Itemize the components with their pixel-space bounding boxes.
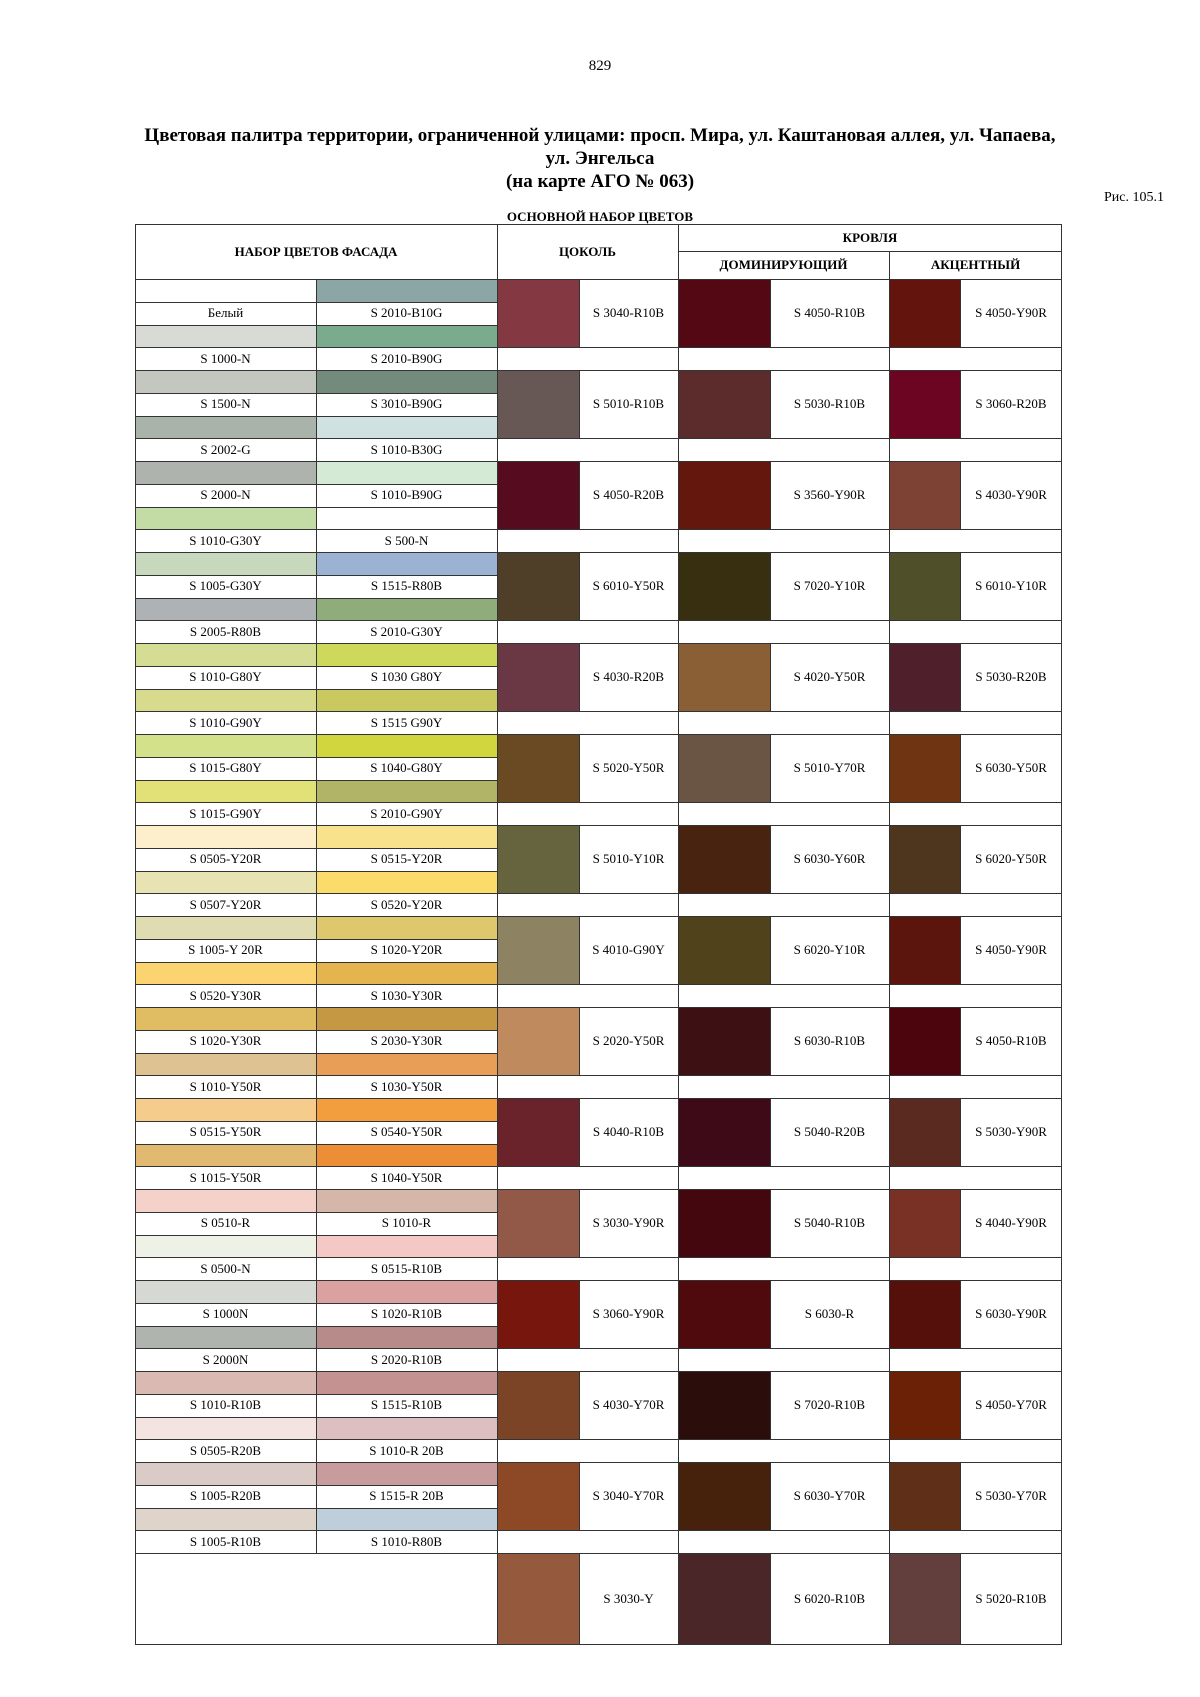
dominant-swatch xyxy=(678,552,770,620)
grid-line xyxy=(960,734,961,802)
plinth-swatch xyxy=(497,552,579,620)
accent-color-label: S 4050-Y70R xyxy=(975,1397,1047,1413)
accent-color-label: S 3060-R20B xyxy=(975,396,1047,412)
grid-line xyxy=(960,1553,961,1644)
accent-color-label: S 4050-R10B xyxy=(975,1033,1047,1049)
grid-line xyxy=(960,1371,961,1439)
accent-swatch xyxy=(889,734,960,802)
facade-swatch xyxy=(316,643,497,666)
dominant-color-label: S 6020-R10B xyxy=(793,1590,866,1606)
facade-swatch xyxy=(135,1326,316,1349)
grid-line xyxy=(579,279,580,347)
grid-line xyxy=(579,1189,580,1257)
plinth-swatch xyxy=(497,825,579,893)
facade-swatch xyxy=(135,507,316,530)
facade-color-label: S 1010-R xyxy=(381,1215,432,1231)
facade-color-label: S 1010-Y50R xyxy=(189,1078,262,1094)
facade-swatch xyxy=(316,552,497,575)
grid-line xyxy=(678,251,1062,252)
facade-swatch xyxy=(316,1189,497,1212)
grid-line xyxy=(497,529,1062,530)
plinth-color-label: S 3040-R10B xyxy=(592,305,665,321)
grid-line xyxy=(579,1553,580,1644)
dominant-swatch xyxy=(678,643,770,711)
grid-line xyxy=(960,1280,961,1348)
facade-color-label: S 1015-G90Y xyxy=(189,805,262,821)
facade-swatch xyxy=(135,461,316,484)
facade-color-label: S 1020-Y20R xyxy=(370,942,443,958)
facade-swatch xyxy=(316,598,497,621)
facade-swatch xyxy=(135,734,316,757)
facade-color-label: S 0500-N xyxy=(200,1260,251,1276)
grid-line xyxy=(579,916,580,984)
accent-color-label: S 5030-Y90R xyxy=(975,1124,1047,1140)
grid-line xyxy=(770,461,771,529)
facade-color-label: S 1015-G80Y xyxy=(189,760,262,776)
plinth-swatch xyxy=(497,1007,579,1075)
grid-line xyxy=(497,438,1062,439)
dominant-swatch xyxy=(678,916,770,984)
plinth-swatch xyxy=(497,1371,579,1439)
dominant-color-label: S 5030-R10B xyxy=(793,396,866,412)
facade-swatch xyxy=(135,325,316,348)
grid-line xyxy=(135,224,136,1644)
grid-line xyxy=(770,1553,771,1644)
accent-swatch xyxy=(889,916,960,984)
grid-line xyxy=(497,1439,1062,1440)
facade-color-label: S 1030-Y50R xyxy=(370,1078,443,1094)
dominant-color-label: S 4050-R10B xyxy=(793,305,866,321)
grid-line xyxy=(497,1007,1062,1008)
plinth-swatch xyxy=(497,1280,579,1348)
grid-line xyxy=(579,643,580,711)
facade-color-label: S 1000N xyxy=(202,1306,249,1322)
accent-swatch xyxy=(889,1553,960,1644)
dominant-swatch xyxy=(678,1007,770,1075)
facade-color-label: S 1030-Y30R xyxy=(370,987,443,1003)
grid-line xyxy=(497,1098,1062,1099)
grid-line xyxy=(770,734,771,802)
facade-swatch xyxy=(316,1144,497,1167)
dominant-color-label: S 6030-Y60R xyxy=(793,851,866,867)
title-line-2: ул. Энгельса xyxy=(545,148,655,169)
accent-swatch xyxy=(889,825,960,893)
facade-color-label: S 0505-R20B xyxy=(189,1442,262,1458)
plinth-color-label: S 4030-R20B xyxy=(592,669,665,685)
facade-color-label: S 0515-Y20R xyxy=(370,851,443,867)
facade-color-label: S 1010-B90G xyxy=(370,487,443,503)
title-line-1: Цветовая палитра территории, ограниченной улицами: просп. Мира, ул. Каштановая аллея, ул. Чапаева, xyxy=(144,125,1056,146)
grid-line xyxy=(960,1007,961,1075)
facade-color-label: S 1040-G80Y xyxy=(370,760,443,776)
facade-swatch xyxy=(316,370,497,393)
facade-swatch xyxy=(316,325,497,348)
dominant-color-label: S 6020-Y10R xyxy=(793,942,866,958)
grid-line xyxy=(135,1553,497,1554)
facade-swatch xyxy=(316,825,497,848)
grid-line xyxy=(960,643,961,711)
grid-line xyxy=(497,461,1062,462)
facade-swatch xyxy=(135,1007,316,1030)
facade-color-label: S 2002-G xyxy=(200,441,251,457)
facade-swatch xyxy=(316,1508,497,1531)
dominant-swatch xyxy=(678,1462,770,1530)
facade-color-label: S 2010-B10G xyxy=(370,305,443,321)
plinth-color-label: S 5020-Y50R xyxy=(592,760,665,776)
dominant-swatch xyxy=(678,461,770,529)
plinth-swatch xyxy=(497,643,579,711)
accent-color-label: S 4030-Y90R xyxy=(975,487,1047,503)
grid-line xyxy=(497,1257,1062,1258)
accent-swatch xyxy=(889,1007,960,1075)
grid-line xyxy=(579,1280,580,1348)
facade-swatch xyxy=(316,1053,497,1076)
grid-line xyxy=(770,1007,771,1075)
facade-color-label: S 3010-B90G xyxy=(370,396,443,412)
plinth-color-label: S 4040-R10B xyxy=(592,1124,665,1140)
facade-swatch xyxy=(316,1417,497,1440)
facade-color-label: S 0540-Y50R xyxy=(370,1124,443,1140)
facade-color-label: S 2020-R10B xyxy=(370,1351,443,1367)
plinth-color-label: S 3030-Y xyxy=(603,1590,654,1606)
facade-color-label: S 1020-R10B xyxy=(370,1306,443,1322)
dominant-color-label: S 5040-R20B xyxy=(793,1124,866,1140)
grid-line xyxy=(1061,224,1062,1645)
facade-swatch xyxy=(135,552,316,575)
grid-line xyxy=(497,1348,1062,1349)
grid-line xyxy=(497,643,1062,644)
accent-color-label: S 6030-Y50R xyxy=(975,760,1047,776)
page-number: 829 xyxy=(588,58,612,74)
dominant-swatch xyxy=(678,1189,770,1257)
facade-swatch xyxy=(135,1462,316,1485)
grid-line xyxy=(960,461,961,529)
facade-swatch xyxy=(316,916,497,939)
facade-swatch xyxy=(316,461,497,484)
grid-line xyxy=(579,370,580,438)
facade-swatch xyxy=(316,507,497,530)
grid-line xyxy=(497,1553,1062,1554)
accent-color-label: S 4050-Y90R xyxy=(975,942,1047,958)
accent-swatch xyxy=(889,1098,960,1166)
facade-swatch xyxy=(135,1053,316,1076)
plinth-swatch xyxy=(497,370,579,438)
dominant-color-label: S 5040-R10B xyxy=(793,1215,866,1231)
facade-color-label: S 1010-B30G xyxy=(370,441,443,457)
grid-line xyxy=(579,461,580,529)
grid-line xyxy=(579,825,580,893)
facade-swatch xyxy=(135,598,316,621)
accent-color-label: S 6020-Y50R xyxy=(975,851,1047,867)
plinth-color-label: S 4010-G90Y xyxy=(592,942,665,958)
dominant-color-label: S 5010-Y70R xyxy=(793,760,866,776)
facade-color-label: S 0505-Y20R xyxy=(189,851,262,867)
facade-color-label: S 2005-R80B xyxy=(189,623,262,639)
facade-color-label: S 1515-R80B xyxy=(370,578,443,594)
accent-swatch xyxy=(889,1189,960,1257)
facade-swatch xyxy=(135,1280,316,1303)
grid-line xyxy=(770,279,771,347)
facade-color-label: S 1515-R10B xyxy=(370,1397,443,1413)
facade-color-label: S 0515-R10B xyxy=(370,1260,443,1276)
grid-line xyxy=(497,279,1062,280)
facade-color-label: S 1010-G80Y xyxy=(189,669,262,685)
facade-swatch xyxy=(316,689,497,712)
facade-color-label: S 1005-R10B xyxy=(189,1533,262,1549)
accent-swatch xyxy=(889,1371,960,1439)
grid-line xyxy=(770,1098,771,1166)
grid-line xyxy=(960,370,961,438)
facade-color-label: S 1010-R80B xyxy=(370,1533,443,1549)
grid-line xyxy=(960,916,961,984)
facade-color-label: S 1010-G90Y xyxy=(189,714,262,730)
grid-line xyxy=(678,224,679,1644)
grid-line xyxy=(770,1189,771,1257)
set-caption: ОСНОВНОЙ НАБОР ЦВЕТОВ xyxy=(506,209,694,224)
facade-color-label: S 1010-G30Y xyxy=(189,532,262,548)
facade-swatch xyxy=(316,1280,497,1303)
grid-line xyxy=(960,1098,961,1166)
dominant-color-label: S 4020-Y50R xyxy=(793,669,866,685)
plinth-swatch xyxy=(497,734,579,802)
facade-swatch xyxy=(135,1144,316,1167)
plinth-color-label: S 4050-R20B xyxy=(592,487,665,503)
dominant-swatch xyxy=(678,1098,770,1166)
grid-line xyxy=(497,370,1062,371)
grid-line xyxy=(497,1530,1062,1531)
grid-line xyxy=(497,620,1062,621)
dominant-color-label: S 3560-Y90R xyxy=(793,487,866,503)
facade-swatch xyxy=(135,825,316,848)
facade-swatch xyxy=(316,1371,497,1394)
facade-swatch xyxy=(135,1371,316,1394)
accent-color-label: S 6030-Y90R xyxy=(975,1306,1047,1322)
page-title xyxy=(100,124,1100,193)
accent-swatch xyxy=(889,1280,960,1348)
facade-color-label: S 2000N xyxy=(202,1351,249,1367)
grid-line xyxy=(497,1075,1062,1076)
grid-line xyxy=(497,825,1062,826)
grid-line xyxy=(579,1371,580,1439)
facade-color-label: S 1005-R20B xyxy=(189,1488,262,1504)
grid-line xyxy=(497,1166,1062,1167)
dominant-swatch xyxy=(678,279,770,347)
facade-swatch xyxy=(135,1098,316,1121)
facade-swatch xyxy=(316,1098,497,1121)
facade-swatch xyxy=(135,370,316,393)
facade-color-label: S 500-N xyxy=(384,532,429,548)
facade-swatch xyxy=(316,1326,497,1349)
dominant-color-label: S 6030-R xyxy=(804,1306,855,1322)
facade-swatch xyxy=(135,279,316,302)
accent-color-label: S 5030-Y70R xyxy=(975,1488,1047,1504)
plinth-swatch xyxy=(497,1189,579,1257)
facade-color-label: S 0520-Y30R xyxy=(189,987,262,1003)
plinth-color-label: S 3040-Y70R xyxy=(592,1488,665,1504)
facade-swatch xyxy=(316,1235,497,1258)
facade-swatch xyxy=(135,1508,316,1531)
plinth-color-label: S 5010-Y10R xyxy=(592,851,665,867)
grid-line xyxy=(497,1462,1062,1463)
facade-swatch xyxy=(316,962,497,985)
facade-swatch xyxy=(135,1417,316,1440)
grid-line xyxy=(770,1371,771,1439)
dominant-swatch xyxy=(678,1553,770,1644)
facade-color-label: S 1010-R 20B xyxy=(369,1442,444,1458)
facade-color-label: S 2010-B90G xyxy=(370,350,443,366)
title-line-3: (на карте АГО № 063) xyxy=(505,171,695,192)
facade-swatch xyxy=(135,1235,316,1258)
plinth-swatch xyxy=(497,461,579,529)
grid-line xyxy=(579,1098,580,1166)
facade-swatch xyxy=(316,279,497,302)
facade-color-label: S 2010-G90Y xyxy=(370,805,443,821)
accent-swatch xyxy=(889,370,960,438)
dominant-swatch xyxy=(678,1371,770,1439)
header-roof: КРОВЛЯ xyxy=(842,229,898,245)
plinth-color-label: S 2020-Y50R xyxy=(592,1033,665,1049)
grid-line xyxy=(960,279,961,347)
grid-line xyxy=(960,1462,961,1530)
grid-line xyxy=(497,893,1062,894)
plinth-color-label: S 5010-R10B xyxy=(592,396,665,412)
grid-line xyxy=(316,279,317,1553)
facade-swatch xyxy=(316,734,497,757)
facade-swatch xyxy=(316,871,497,894)
accent-swatch xyxy=(889,461,960,529)
plinth-swatch xyxy=(497,279,579,347)
plinth-swatch xyxy=(497,1098,579,1166)
grid-line xyxy=(579,1007,580,1075)
grid-line xyxy=(497,347,1062,348)
facade-color-label: S 1500-N xyxy=(200,396,251,412)
grid-line xyxy=(497,224,498,1644)
dominant-color-label: S 6030-Y70R xyxy=(793,1488,866,1504)
facade-swatch xyxy=(316,1462,497,1485)
facade-color-label: S 1005-G30Y xyxy=(189,578,262,594)
facade-swatch xyxy=(135,871,316,894)
facade-color-label: S 1020-Y30R xyxy=(189,1033,262,1049)
facade-swatch xyxy=(135,780,316,803)
accent-swatch xyxy=(889,643,960,711)
accent-color-label: S 5020-R10B xyxy=(975,1590,1047,1606)
header-plinth: ЦОКОЛЬ xyxy=(559,243,616,259)
dominant-color-label: S 6030-R10B xyxy=(793,1033,866,1049)
facade-color-label: S 1010-R10B xyxy=(189,1397,262,1413)
facade-color-label: S 1515-R 20B xyxy=(369,1488,444,1504)
grid-line xyxy=(770,1462,771,1530)
facade-swatch xyxy=(316,416,497,439)
accent-swatch xyxy=(889,279,960,347)
facade-swatch xyxy=(135,1189,316,1212)
grid-line xyxy=(960,825,961,893)
accent-swatch xyxy=(889,552,960,620)
accent-color-label: S 4050-Y90R xyxy=(975,305,1047,321)
accent-swatch xyxy=(889,1462,960,1530)
dominant-swatch xyxy=(678,734,770,802)
grid-line xyxy=(770,825,771,893)
grid-line xyxy=(960,1189,961,1257)
dominant-swatch xyxy=(678,370,770,438)
facade-swatch xyxy=(316,1007,497,1030)
facade-color-label: S 2010-G30Y xyxy=(370,623,443,639)
header-roof-accent: АКЦЕНТНЫЙ xyxy=(930,257,1021,272)
dominant-color-label: S 7020-R10B xyxy=(793,1397,866,1413)
grid-line xyxy=(497,1280,1062,1281)
grid-line xyxy=(497,1189,1062,1190)
facade-color-label: S 1000-N xyxy=(200,350,251,366)
facade-color-label: S 0507-Y20R xyxy=(189,896,262,912)
grid-line xyxy=(770,370,771,438)
grid-line xyxy=(135,1644,1062,1645)
plinth-color-label: S 4030-Y70R xyxy=(592,1397,665,1413)
facade-color-label: S 1005-Y 20R xyxy=(188,942,263,958)
accent-color-label: S 6010-Y10R xyxy=(975,578,1047,594)
grid-line xyxy=(135,224,1062,225)
grid-line xyxy=(960,552,961,620)
facade-swatch xyxy=(316,780,497,803)
facade-color-label: Белый xyxy=(207,305,244,321)
facade-color-label: S 1030 G80Y xyxy=(370,669,443,685)
header-roof-dominant: ДОМИНИРУЮЩИЙ xyxy=(719,257,848,272)
plinth-swatch xyxy=(497,1462,579,1530)
facade-color-label: S 0510-R xyxy=(200,1215,251,1231)
facade-color-label: S 0520-Y20R xyxy=(370,896,443,912)
grid-line xyxy=(770,1280,771,1348)
facade-color-label: S 1040-Y50R xyxy=(370,1169,443,1185)
dominant-swatch xyxy=(678,825,770,893)
accent-color-label: S 5030-R20B xyxy=(975,669,1047,685)
plinth-color-label: S 6010-Y50R xyxy=(592,578,665,594)
grid-line xyxy=(497,802,1062,803)
facade-swatch xyxy=(135,416,316,439)
facade-color-label: S 1515 G90Y xyxy=(370,714,443,730)
grid-line xyxy=(579,734,580,802)
plinth-swatch xyxy=(497,1553,579,1644)
facade-swatch xyxy=(135,689,316,712)
dominant-color-label: S 7020-Y10R xyxy=(793,578,866,594)
header-facade: НАБОР ЦВЕТОВ ФАСАДА xyxy=(234,243,398,259)
facade-color-label: S 1015-Y50R xyxy=(189,1169,262,1185)
grid-line xyxy=(579,1462,580,1530)
palette-table xyxy=(135,224,1062,1608)
plinth-color-label: S 3060-Y90R xyxy=(592,1306,665,1322)
facade-swatch xyxy=(135,916,316,939)
grid-line xyxy=(497,711,1062,712)
plinth-color-label: S 3030-Y90R xyxy=(592,1215,665,1231)
grid-line xyxy=(497,1371,1062,1372)
grid-line xyxy=(579,552,580,620)
grid-line xyxy=(770,916,771,984)
grid-line xyxy=(889,251,890,1644)
facade-swatch xyxy=(135,962,316,985)
dominant-swatch xyxy=(678,1280,770,1348)
plinth-swatch xyxy=(497,916,579,984)
grid-line xyxy=(770,552,771,620)
grid-line xyxy=(497,916,1062,917)
facade-swatch xyxy=(135,643,316,666)
grid-line xyxy=(497,552,1062,553)
accent-color-label: S 4040-Y90R xyxy=(975,1215,1047,1231)
facade-color-label: S 2030-Y30R xyxy=(370,1033,443,1049)
grid-line xyxy=(770,643,771,711)
grid-line xyxy=(497,734,1062,735)
grid-line xyxy=(497,984,1062,985)
facade-color-label: S 2000-N xyxy=(200,487,251,503)
facade-color-label: S 0515-Y50R xyxy=(189,1124,262,1140)
figure-label: Рис. 105.1 xyxy=(1104,190,1164,205)
